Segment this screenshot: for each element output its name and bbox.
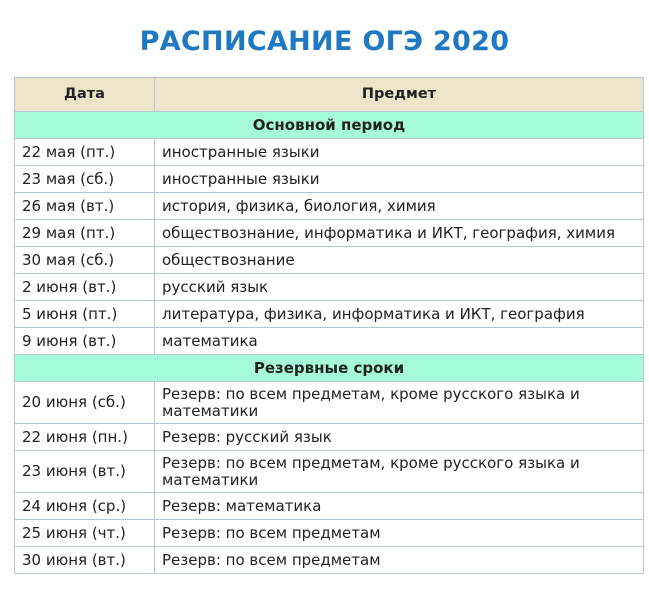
table-header-row [15, 78, 644, 112]
subject-cell: литература, физика, информатика и ИКТ, география [155, 301, 644, 328]
table-row [15, 382, 644, 424]
page-title: РАСПИСАНИЕ ОГЭ 2020 [139, 26, 510, 57]
section-row-main [15, 112, 644, 139]
table-row [15, 247, 644, 274]
date-cell: 30 мая (сб.) [15, 247, 155, 274]
date-cell: 22 мая (пт.) [15, 139, 155, 166]
date-cell: 29 мая (пт.) [15, 220, 155, 247]
date-cell: 22 июня (пн.) [15, 424, 155, 451]
table-row [15, 451, 644, 493]
subject-cell: Резерв: по всем предметам, кроме русского языка и математики [155, 382, 644, 424]
date-cell: 20 июня (сб.) [15, 382, 155, 424]
subject-cell: Резерв: по всем предметам [155, 520, 644, 547]
subject-cell: Резерв: математика [155, 493, 644, 520]
date-cell: 23 июня (вт.) [15, 451, 155, 493]
subject-cell: математика [155, 328, 644, 355]
subject-cell: история, физика, биология, химия [155, 193, 644, 220]
date-cell: 25 июня (чт.) [15, 520, 155, 547]
table-row [15, 301, 644, 328]
schedule-table [14, 77, 644, 574]
subject-cell: Резерв: русский язык [155, 424, 644, 451]
subject-cell: иностранные языки [155, 139, 644, 166]
header-subject: Предмет [155, 78, 644, 112]
table-row [15, 274, 644, 301]
subject-cell: русский язык [155, 274, 644, 301]
section-title: Резервные сроки [15, 355, 644, 382]
date-cell: 30 июня (вт.) [15, 547, 155, 574]
table-row [15, 220, 644, 247]
date-cell: 24 июня (ср.) [15, 493, 155, 520]
date-cell: 5 июня (пт.) [15, 301, 155, 328]
header-date: Дата [15, 78, 155, 112]
table-row [15, 193, 644, 220]
date-cell: 23 мая (сб.) [15, 166, 155, 193]
date-cell: 26 мая (вт.) [15, 193, 155, 220]
section-title: Основной период [15, 112, 644, 139]
table-row [15, 139, 644, 166]
subject-cell: Резерв: по всем предметам [155, 547, 644, 574]
table-row [15, 493, 644, 520]
table-row [15, 520, 644, 547]
section-row-reserve [15, 355, 644, 382]
subject-cell: Резерв: по всем предметам, кроме русского языка и математики [155, 451, 644, 493]
table-row [15, 424, 644, 451]
subject-cell: обществознание, информатика и ИКТ, география, химия [155, 220, 644, 247]
table-row [15, 166, 644, 193]
table-row [15, 328, 644, 355]
date-cell: 9 июня (вт.) [15, 328, 155, 355]
table-row [15, 547, 644, 574]
subject-cell: обществознание [155, 247, 644, 274]
date-cell: 2 июня (вт.) [15, 274, 155, 301]
subject-cell: иностранные языки [155, 166, 644, 193]
